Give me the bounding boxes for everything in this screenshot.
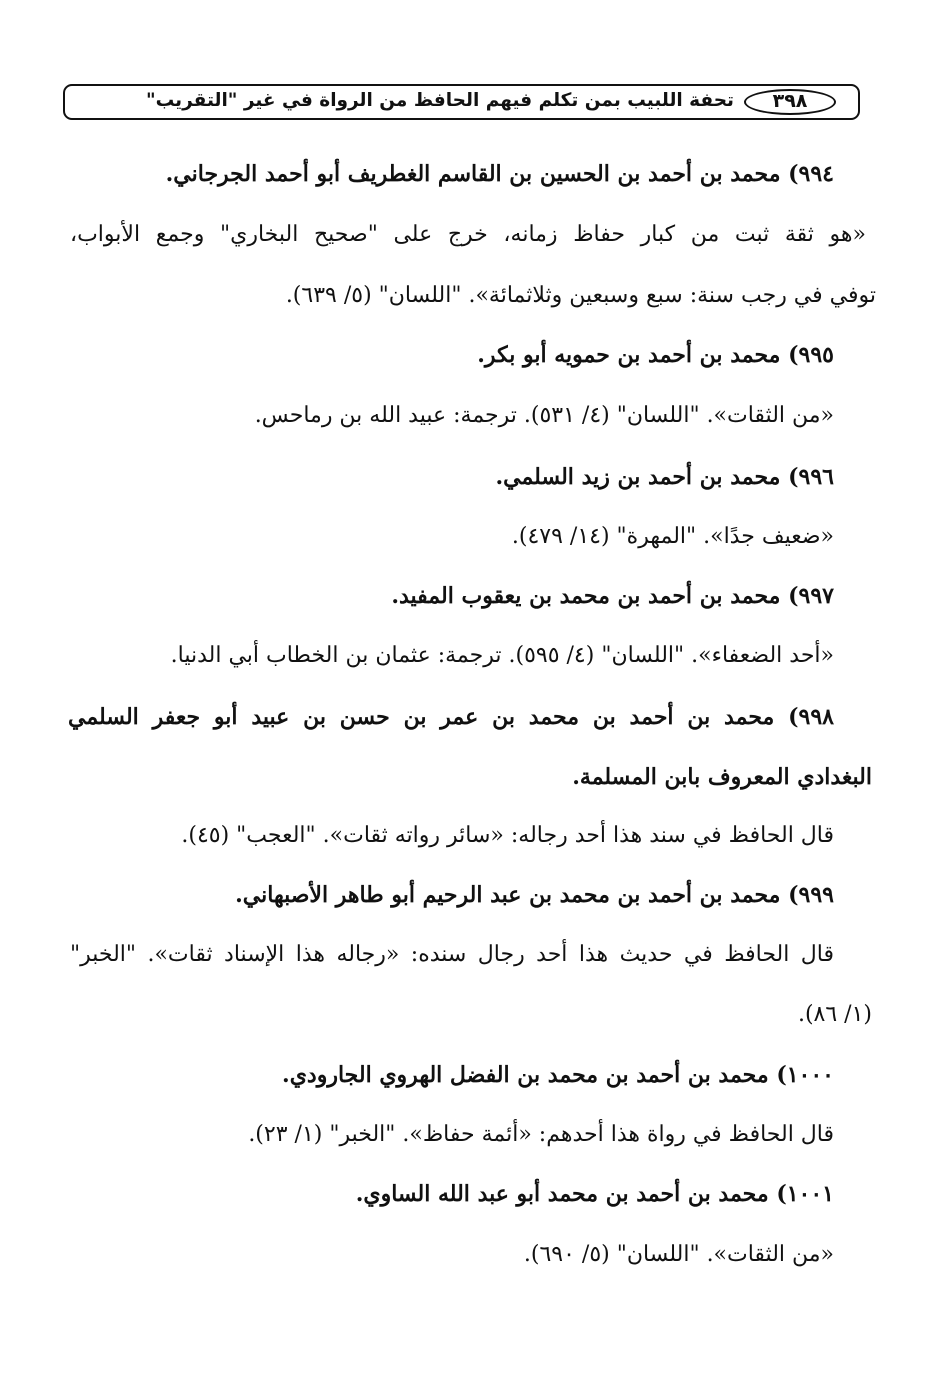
entry-1001-heading: ١٠٠١) محمد بن أحمد بن محمد أبو عبد الله الساوي. <box>355 1181 834 1207</box>
entry-1000-heading: ١٠٠٠) محمد بن أحمد بن محمد بن الفضل الهروي الجارودي. <box>282 1062 834 1088</box>
entry-998-heading-cont: البغدادي المعروف بابن المسلمة. <box>572 764 872 790</box>
entry-999-text-cont: (١/ ٨٦). <box>797 1002 872 1027</box>
entry-994-text: «هو ثقة ثبت من كبار حفاظ زمانه، خرج على "صحيح البخاري" وجمع الأبواب، <box>70 222 866 247</box>
entry-999-heading: ٩٩٩) محمد بن أحمد بن محمد بن عبد الرحيم أبو طاهر الأصبهاني. <box>235 882 834 908</box>
page-number: ٣٩٨ <box>744 89 836 115</box>
entry-994-heading: ٩٩٤) محمد بن أحمد بن الحسين بن القاسم الغطريف أبو أحمد الجرجاني. <box>165 161 834 187</box>
entry-994-text-cont: توفي في رجب سنة: سبع وسبعين وثلاثمائة». "اللسان" (٥/ ٦٣٩). <box>285 283 876 308</box>
entry-996-heading: ٩٩٦) محمد بن أحمد بن زيد السلمي. <box>495 464 834 490</box>
running-header <box>63 84 860 120</box>
entry-998-text: قال الحافظ في سند هذا أحد رجاله: «سائر رواته ثقات». "العجب" (٤٥). <box>181 823 834 848</box>
book-title: تحفة اللبيب بمن تكلم فيهم الحافظ من الرواة في غير "التقريب" <box>145 90 734 111</box>
entry-997-text: «أحد الضعفاء». "اللسان" (٤/ ٥٩٥). ترجمة: عثمان بن الخطاب أبي الدنيا. <box>170 643 834 668</box>
entry-995-heading: ٩٩٥) محمد بن أحمد بن حمويه أبو بكر. <box>477 342 834 368</box>
entry-995-text: «من الثقات». "اللسان" (٤/ ٥٣١). ترجمة: عبيد الله بن رماحس. <box>254 403 834 428</box>
entry-997-heading: ٩٩٧) محمد بن أحمد بن محمد بن يعقوب المفيد. <box>391 583 834 609</box>
entry-999-text: قال الحافظ في حديث هذا أحد رجال سنده: «رجاله هذا الإسناد ثقات». "الخبر" <box>70 942 834 967</box>
entry-998-heading: ٩٩٨) محمد بن أحمد بن محمد بن عمر بن حسن بن عبيد أبو جعفر السلمي <box>68 704 834 730</box>
entry-1001-text: «من الثقات». "اللسان" (٥/ ٦٩٠). <box>523 1242 834 1267</box>
entry-1000-text: قال الحافظ في رواة هذا أحدهم: «أئمة حفاظ». "الخبر" (١/ ٢٣). <box>248 1122 834 1147</box>
entry-996-text: «ضعيف جدًا». "المهرة" (١٤/ ٤٧٩). <box>511 524 834 549</box>
